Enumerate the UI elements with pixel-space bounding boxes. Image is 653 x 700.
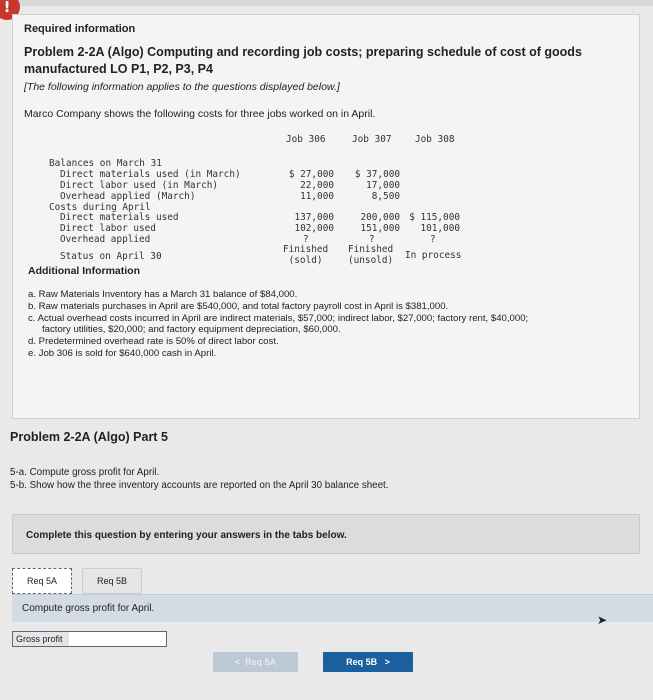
- gross-profit-label: Gross profit: [16, 634, 63, 644]
- col-job-307: Job 307: [352, 134, 392, 145]
- instructions: [10, 466, 389, 492]
- table-cell: ?: [369, 234, 375, 245]
- row-label: Direct labor used: [60, 223, 156, 234]
- status-cell: Finished (unsold): [348, 244, 394, 266]
- required-info-heading: Required information: [24, 23, 136, 35]
- table-cell: 101,000: [420, 223, 460, 234]
- row-label: Overhead applied (March): [60, 191, 196, 202]
- row-label: Balances on March 31: [49, 158, 162, 169]
- additional-info-list: [28, 289, 628, 360]
- table-cell: 17,000: [366, 180, 400, 191]
- tab-req-5b[interactable]: Req 5B: [82, 568, 142, 594]
- compute-text: Compute gross profit for April.: [22, 603, 155, 614]
- compute-instruction-bar: [12, 594, 653, 622]
- row-label: Direct materials used (in March): [60, 169, 241, 180]
- complete-question-banner: [12, 514, 640, 554]
- prev-label: Req 5A: [245, 657, 277, 667]
- table-cell: $ 115,000: [409, 212, 460, 223]
- table-cell: 8,500: [371, 191, 400, 202]
- instruction-5b: 5-b. Show how the three inventory accounts are reported on the April 30 balance sheet.: [10, 480, 389, 491]
- chevron-right-icon: >: [384, 657, 390, 667]
- tab-bar: [12, 568, 640, 594]
- row-label: Status on April 30: [60, 251, 162, 262]
- table-cell: 137,000: [294, 212, 334, 223]
- row-label: Costs during April: [49, 202, 151, 213]
- row-label: Overhead applied: [60, 234, 151, 245]
- col-job-308: Job 308: [415, 134, 455, 145]
- col-job-306: Job 306: [286, 134, 326, 145]
- table-cell: $ 27,000: [288, 169, 334, 180]
- table-cell: 22,000: [300, 180, 334, 191]
- table-cell: 11,000: [300, 191, 334, 202]
- table-cell: ?: [430, 234, 436, 245]
- list-item: a. Raw Materials Inventory has a March 31 balance of $84,000.: [28, 289, 298, 300]
- alert-icon: !: [0, 0, 20, 20]
- status-cell: Finished (sold): [283, 244, 329, 266]
- status-cell: In process: [405, 250, 462, 261]
- intro-text: Marco Company shows the following costs for three jobs worked on in April.: [24, 108, 376, 120]
- table-cell: 200,000: [360, 212, 400, 223]
- table-cell: $ 37,000: [354, 169, 400, 180]
- row-label: Direct labor used (in March): [60, 180, 219, 191]
- next-label: Req 5B: [346, 657, 378, 667]
- list-item: b. Raw materials purchases in April are $540,000, and total factory payroll cost in April is $381,000.: [28, 300, 449, 312]
- problem-title: Problem 2-2A (Algo) Computing and recording job costs; preparing schedule of cost of goods manufactured LO P1, P2, P3, P4: [24, 45, 582, 76]
- part-title: Problem 2-2A (Algo) Part 5: [10, 430, 168, 444]
- applies-note: [The following information applies to the questions displayed below.]: [24, 81, 340, 93]
- additional-info-heading: Additional Information: [28, 265, 140, 277]
- gross-profit-row[interactable]: [12, 631, 167, 647]
- mouse-cursor-icon: ➤: [597, 613, 608, 627]
- chevron-left-icon: <: [234, 657, 241, 667]
- top-edge: [0, 0, 653, 6]
- table-cell: 102,000: [294, 223, 334, 234]
- list-item: e. Job 306 is sold for $640,000 cash in April.: [28, 347, 217, 359]
- complete-text: Complete this question by entering your answers in the tabs below.: [26, 530, 347, 541]
- list-item: d. Predetermined overhead rate is 50% of direct labor cost.: [28, 336, 279, 348]
- instruction-5a: 5-a. Compute gross profit for April.: [10, 467, 160, 478]
- table-cell: ?: [303, 234, 309, 245]
- list-item: c. Actual overhead costs incurred in April are indirect materials, $57,000; indirect labor, $27,000; factory rent, $40,000;: [28, 312, 529, 324]
- next-req-button[interactable]: [323, 652, 413, 672]
- prev-req-button[interactable]: [213, 652, 298, 672]
- table-cell: 151,000: [360, 223, 400, 234]
- tab-req-5a[interactable]: Req 5A: [12, 568, 72, 594]
- list-item: factory utilities, $20,000; and factory equipment depreciation, $60,000.: [42, 324, 341, 336]
- row-label: Direct materials used: [60, 212, 179, 223]
